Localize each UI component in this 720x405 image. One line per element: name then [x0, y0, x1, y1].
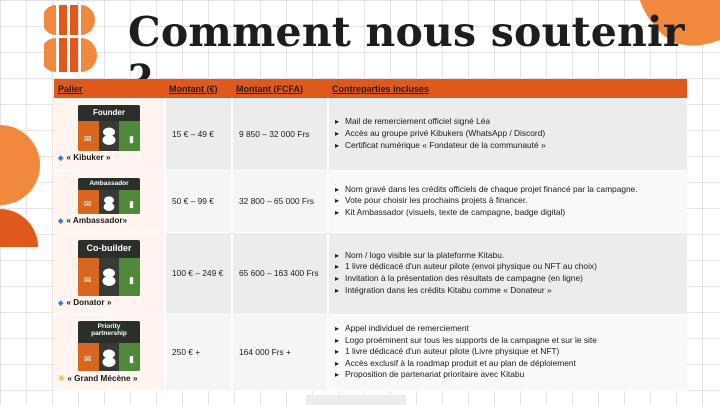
perk-item: ▸ Accès exclusif à la roadmap produit et au plan de déploiement [335, 358, 681, 370]
perks-cell [328, 98, 687, 170]
support-tiers-table [54, 79, 687, 390]
perk-item: ▸ Intégration dans les crédits Kitabu comme « Donateur » [335, 285, 681, 297]
table-header-row [54, 79, 687, 98]
page-title: Comment nous soutenir [128, 8, 685, 56]
perk-item: ▸ Invitation à la présentation des résultats de campagne (en ligne) [335, 273, 681, 285]
tier-card-caption: Priority partnership [91, 323, 127, 337]
logo-mark-icon [102, 349, 116, 367]
tier-card-caption: Co-builder [86, 242, 132, 253]
tier-name: « Kibuker » [66, 153, 111, 163]
mouse-icon: ▮ [129, 274, 134, 285]
diamond-icon: ◆ [58, 155, 64, 163]
amount-fcfa: 9 850 – 32 000 Frs [232, 98, 328, 170]
diamond-icon: ◆ [58, 299, 64, 307]
tier-cell [54, 314, 165, 390]
perk-item: ▸ Accès au groupe privé Kibukers (WhatsApp / Discord) [335, 128, 681, 140]
amount-eur: 15 € – 49 € [165, 98, 232, 170]
envelope-icon: ✉ [84, 274, 92, 285]
perk-item: ▸ 1 livre dédicacé d'un auteur pilote (Livre physique et NFT) [335, 346, 681, 358]
perks-list [335, 116, 681, 151]
perks-list [335, 323, 681, 381]
perk-item: ▸ 1 livre dédicacé d'un auteur pilote (envoi physique ou NFT au choix) [335, 261, 681, 273]
perk-item: ▸ Kit Ambassador (visuels, texte de campagne, badge digital) [335, 207, 681, 219]
perks-list [335, 250, 681, 296]
tier-name: « Grand Mécène » [67, 374, 138, 383]
mouse-icon: ▮ [129, 198, 134, 209]
mouse-icon: ▮ [129, 354, 134, 364]
tier-card-caption: Ambassador [89, 179, 129, 187]
envelope-icon: ✉ [84, 354, 92, 364]
sun-icon: ☀ [58, 374, 66, 383]
tier-name: « Donator » [66, 297, 112, 307]
logo-mark-icon [102, 127, 116, 145]
perk-item: ▸ Appel individuel de remerciement [335, 323, 681, 335]
amount-eur: 250 € + [165, 314, 232, 390]
envelope-icon: ✉ [84, 198, 92, 209]
table-row [54, 314, 687, 390]
perk-item: ▸ Proposition de partenariat prioritaire avec Kitabu [335, 369, 681, 381]
amount-eur: 100 € – 249 € [165, 232, 232, 314]
perks-cell [328, 170, 687, 232]
amount-eur: 50 € – 99 € [165, 170, 232, 232]
logo-mark-icon [102, 196, 116, 211]
header-montant-eur: Montant (€) [169, 83, 218, 94]
header-palier: Palier [58, 83, 83, 94]
header-montant-fcfa: Montant (FCFA) [236, 83, 303, 94]
left-arc-decoration [0, 125, 42, 285]
perks-list [335, 184, 681, 219]
perk-item: ▸ Nom / logo visible sur la plateforme Kitabu. [335, 250, 681, 262]
tier-card-image [78, 321, 140, 371]
tier-cell [54, 170, 165, 232]
tier-cell [54, 232, 165, 314]
amount-fcfa: 164 000 Frs + [232, 314, 328, 390]
perks-cell [328, 232, 687, 314]
table-row [54, 232, 687, 314]
tier-card-caption: Founder [93, 108, 125, 118]
tier-card-image [78, 105, 140, 151]
tier-card-image [78, 240, 140, 296]
kitabu-logo [44, 2, 98, 74]
logo-mark-icon [102, 266, 116, 288]
table-row [54, 98, 687, 170]
perk-item: ▸ Certificat numérique « Fondateur de la communauté » [335, 140, 681, 152]
tier-card-image [78, 178, 140, 214]
tier-name: « Ambassador» [66, 215, 128, 225]
table-row [54, 170, 687, 232]
perk-item: ▸ Nom gravé dans les crédits officiels de chaque projet financé par la campagne. [335, 184, 681, 196]
amount-fcfa: 65 600 – 163 400 Frs [232, 232, 328, 314]
amount-fcfa: 32 800 – 65 000 Frs [232, 170, 328, 232]
perk-item: ▸ Vote pour choisir les prochains projets à financer. [335, 195, 681, 207]
perks-cell [328, 314, 687, 390]
header-contreparties: Contreparties incluses [332, 83, 430, 94]
envelope-icon: ✉ [84, 134, 92, 145]
mouse-icon: ▮ [129, 134, 134, 145]
tier-cell [54, 98, 165, 170]
perk-item: ▸ Mail de remerciement officiel signé Léa [335, 116, 681, 128]
perk-item: ▸ Logo proéminent sur tous les supports de la campagne et sur le site [335, 335, 681, 347]
footer-strip [306, 395, 406, 405]
diamond-icon: ◆ [58, 217, 64, 225]
